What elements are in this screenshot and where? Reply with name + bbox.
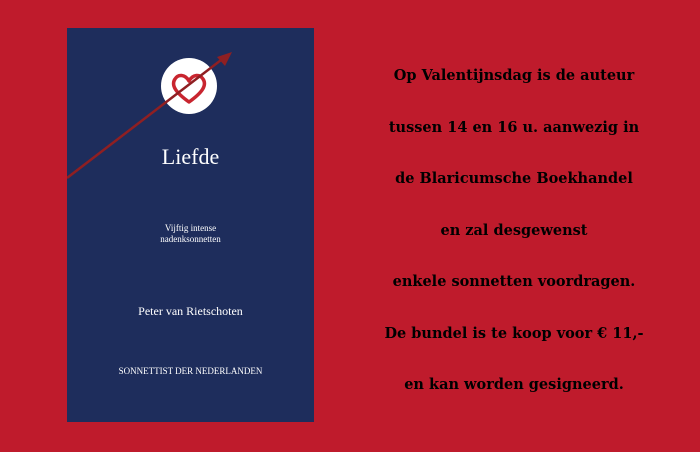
subtitle-line: Vijftig intense	[164, 223, 217, 233]
announcement-text	[344, 50, 684, 411]
book-subtitle	[67, 223, 314, 245]
announcement-line: en kan worden gesigneerd.	[404, 376, 624, 393]
announcement-line: en zal desgewenst	[440, 221, 588, 239]
announcement-line: de Blaricumsche Boekhandel	[395, 170, 633, 187]
announcement-line: Op Valentijnsdag is de auteur	[393, 67, 635, 84]
announcement-line: enkele sonnetten voordragen.	[392, 273, 636, 290]
book-title: Liefde	[161, 144, 220, 169]
book-author: Peter van Rietschoten	[138, 304, 243, 318]
subtitle-line: nadenksonnetten	[160, 234, 221, 244]
book-tagline: SONNETTIST DER NEDERLANDEN	[118, 366, 263, 376]
announcement-line: tussen 14 en 16 u. aanwezig in	[388, 118, 640, 136]
announcement-line: De bundel is te koop voor € 11,-	[384, 324, 644, 342]
book-cover	[67, 28, 314, 422]
